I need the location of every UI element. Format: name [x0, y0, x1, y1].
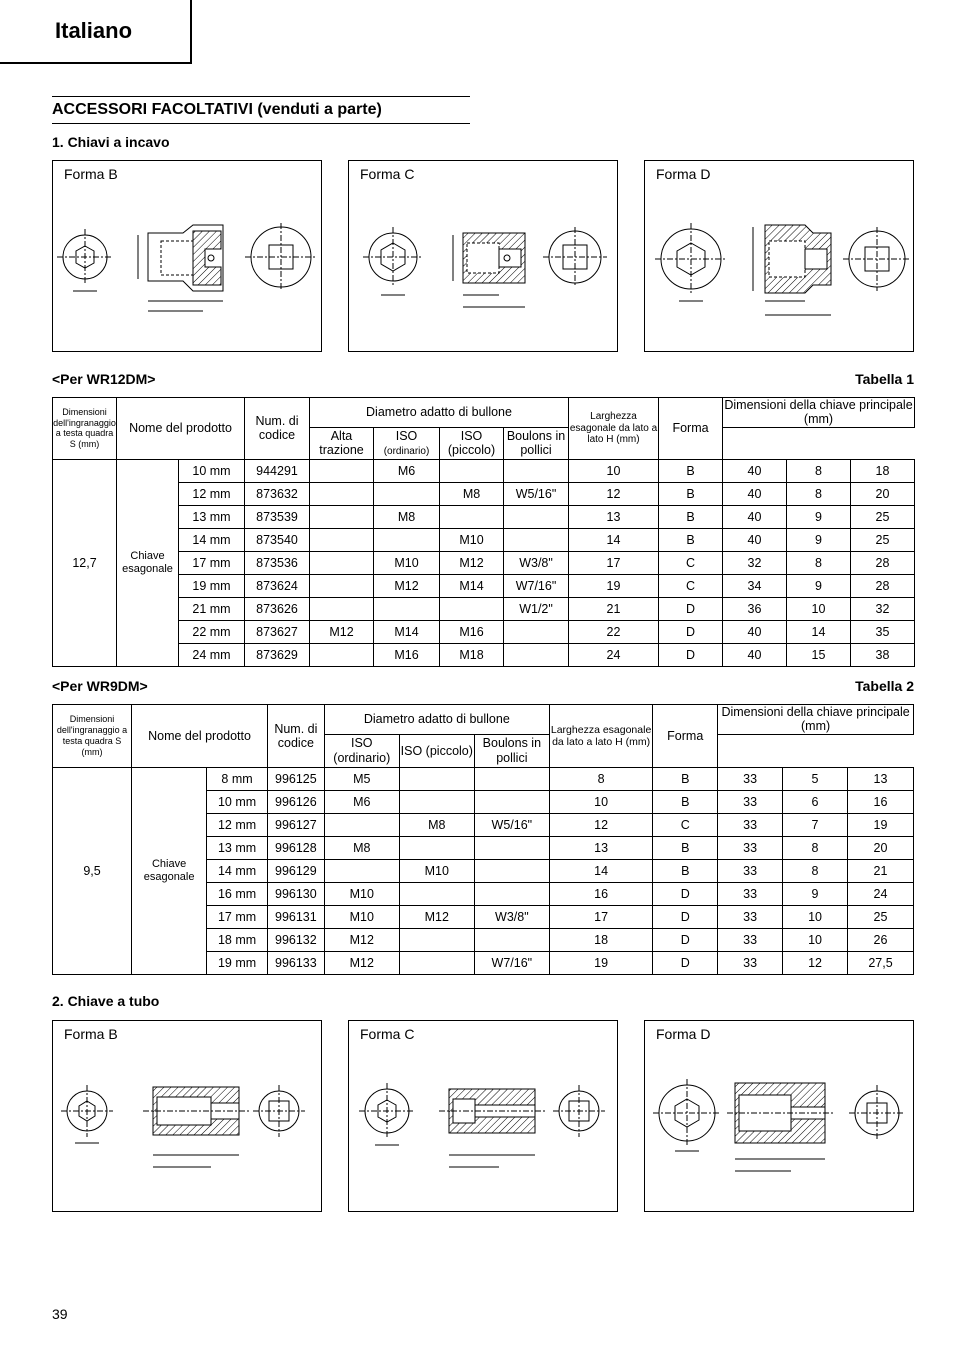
- table-cell: 33: [718, 951, 783, 974]
- table-cell: C: [659, 551, 723, 574]
- table-cell: 19: [549, 951, 652, 974]
- table-cell: [399, 836, 474, 859]
- header-dims: Dimensioni della chiave principale (mm): [724, 398, 913, 427]
- table-cell: 25: [851, 505, 915, 528]
- header-name: Nome del prodotto: [132, 705, 268, 768]
- table-cell: W5/16": [504, 482, 569, 505]
- table-row: [53, 597, 915, 620]
- table-cell: 21: [847, 859, 913, 882]
- table-cell: 36: [723, 597, 787, 620]
- header-bolt: Diametro adatto di bullone: [310, 398, 569, 428]
- table-cell: [440, 597, 504, 620]
- table-cell: [474, 836, 549, 859]
- table-cell: D: [659, 620, 723, 643]
- table-cell: [310, 574, 374, 597]
- table-cell: M10: [324, 905, 399, 928]
- page-number: 39: [52, 1306, 68, 1322]
- table-cell: 21: [569, 597, 659, 620]
- table-cell: 10: [549, 790, 652, 813]
- table-cell: 13: [847, 767, 913, 790]
- table-cell: 20: [847, 836, 913, 859]
- table-cell: 26: [847, 928, 913, 951]
- table-cell: [310, 459, 374, 482]
- table-cell: [374, 597, 440, 620]
- table-cell: C: [659, 574, 723, 597]
- table-cell: [504, 505, 569, 528]
- header-bolt-high: Alta trazione: [310, 427, 374, 459]
- tube-b-diagram: [53, 1021, 321, 1211]
- section-title: ACCESSORI FACOLTATIVI (venduti a parte): [52, 96, 470, 124]
- table-cell: 22 mm: [179, 620, 245, 643]
- form-label: Forma B: [64, 1026, 118, 1042]
- table-cell: 19 mm: [207, 951, 268, 974]
- header-bolt-iso: ISO (ordinario): [324, 734, 399, 767]
- table-cell: M16: [374, 643, 440, 666]
- header-bolt-inch: Boulons in pollici: [504, 427, 569, 459]
- table-cell: 12 mm: [179, 482, 245, 505]
- table-cell: M16: [440, 620, 504, 643]
- table-cell: 21 mm: [179, 597, 245, 620]
- table-cell: M12: [399, 905, 474, 928]
- form-label: Forma C: [360, 1026, 415, 1042]
- language-label: Italiano: [55, 18, 133, 43]
- table-cell: [440, 459, 504, 482]
- table-cell: 10 mm: [207, 790, 268, 813]
- tube-d-diagram: [645, 1021, 913, 1211]
- header-code: Num. di codice: [245, 398, 310, 460]
- table-cell: 9: [783, 882, 848, 905]
- table-cell: 873632: [245, 482, 310, 505]
- table-cell: [310, 643, 374, 666]
- language-tab: [0, 0, 192, 64]
- table-cell: 17 mm: [207, 905, 268, 928]
- table-cell: [504, 643, 569, 666]
- table-cell: 8: [787, 482, 851, 505]
- table-cell: 17: [549, 905, 652, 928]
- table-cell: [374, 482, 440, 505]
- table-cell: [399, 951, 474, 974]
- table-cell: B: [653, 859, 718, 882]
- table-cell: 13: [549, 836, 652, 859]
- table-cell: B: [653, 836, 718, 859]
- table2-caption: Tabella 2: [855, 678, 914, 694]
- table-cell: 12: [783, 951, 848, 974]
- table-cell: 10: [783, 905, 848, 928]
- table-cell: B: [653, 767, 718, 790]
- header-bolt-iso: ISO (ordinario): [374, 427, 440, 459]
- socket-b-diagram: [53, 161, 321, 351]
- drawing-tube-form-b: [52, 1020, 322, 1212]
- table2-model: <Per WR9DM>: [52, 678, 148, 694]
- drawing-tube-form-c: [348, 1020, 618, 1212]
- header-bolt-inch: Boulons in pollici: [474, 734, 549, 767]
- table-cell: [474, 882, 549, 905]
- header-bolt-iso-small: ISO (piccolo): [399, 734, 474, 767]
- table-cell: D: [659, 597, 723, 620]
- table-cell: 873626: [245, 597, 310, 620]
- table-cell: 8: [783, 859, 848, 882]
- product-name-cell: Chiave esagonale: [132, 767, 207, 974]
- table-cell: 996132: [267, 928, 324, 951]
- table-cell: M8: [399, 813, 474, 836]
- header-form: Forma: [659, 398, 723, 460]
- table-cell: M5: [324, 767, 399, 790]
- form-label: Forma D: [656, 1026, 711, 1042]
- table-cell: 32: [723, 551, 787, 574]
- form-label: Forma C: [360, 166, 415, 182]
- table-cell: [310, 482, 374, 505]
- table-cell: M12: [440, 551, 504, 574]
- table-cell: 35: [851, 620, 915, 643]
- table-cell: 9: [787, 505, 851, 528]
- table-cell: B: [659, 505, 723, 528]
- header-hex: Larghezza esagonale da lato a lato H (mm): [569, 398, 659, 460]
- table-cell: [374, 528, 440, 551]
- table-cell: 16 mm: [207, 882, 268, 905]
- table-cell: W3/8": [504, 551, 569, 574]
- table1-caption: Tabella 1: [855, 371, 914, 387]
- table1-spec: [52, 397, 915, 667]
- table-cell: [474, 859, 549, 882]
- table-cell: 6: [783, 790, 848, 813]
- table-cell: B: [659, 528, 723, 551]
- drawing-socket-form-d: [644, 160, 914, 352]
- table-cell: [399, 767, 474, 790]
- table-cell: 996127: [267, 813, 324, 836]
- table-cell: 8: [783, 836, 848, 859]
- table-cell: 25: [847, 905, 913, 928]
- table-cell: 38: [851, 643, 915, 666]
- table-cell: 19: [569, 574, 659, 597]
- table-cell: [324, 813, 399, 836]
- subsection-title-socket: 1. Chiavi a incavo: [52, 134, 170, 150]
- table-cell: 33: [718, 813, 783, 836]
- table-cell: 20: [851, 482, 915, 505]
- table-cell: 22: [569, 620, 659, 643]
- table-cell: 996129: [267, 859, 324, 882]
- table-cell: [310, 528, 374, 551]
- product-name-cell: Chiave esagonale: [117, 459, 179, 666]
- table-cell: 14: [569, 528, 659, 551]
- table-cell: W7/16": [474, 951, 549, 974]
- table-cell: B: [659, 459, 723, 482]
- table-cell: 12 mm: [207, 813, 268, 836]
- table-row: [53, 643, 915, 666]
- table-cell: 28: [851, 551, 915, 574]
- table-cell: [504, 528, 569, 551]
- table-cell: M10: [374, 551, 440, 574]
- table-cell: 40: [723, 505, 787, 528]
- table-cell: D: [653, 928, 718, 951]
- table-cell: W7/16": [504, 574, 569, 597]
- table-cell: 24 mm: [179, 643, 245, 666]
- table-cell: 33: [718, 836, 783, 859]
- table-cell: 10: [787, 597, 851, 620]
- table-cell: 19: [847, 813, 913, 836]
- table-cell: 996131: [267, 905, 324, 928]
- table-cell: 10: [783, 928, 848, 951]
- table-cell: D: [653, 882, 718, 905]
- table-cell: 8: [787, 459, 851, 482]
- table-cell: 33: [718, 859, 783, 882]
- table-cell: M10: [399, 859, 474, 882]
- table-cell: 9: [787, 528, 851, 551]
- table-cell: 40: [723, 528, 787, 551]
- table-cell: [440, 505, 504, 528]
- table-cell: 16: [847, 790, 913, 813]
- table-cell: 996128: [267, 836, 324, 859]
- table-cell: [310, 505, 374, 528]
- table-cell: C: [653, 813, 718, 836]
- table-cell: 33: [718, 767, 783, 790]
- header-square: Dimensioni dell'ingranaggio a testa quadra S (mm): [53, 398, 117, 460]
- table-cell: 873539: [245, 505, 310, 528]
- table-cell: M10: [440, 528, 504, 551]
- socket-c-diagram: [349, 161, 617, 351]
- table-cell: 996126: [267, 790, 324, 813]
- tube-c-diagram: [349, 1021, 617, 1211]
- header-code: Num. di codice: [267, 705, 324, 768]
- table-row: [53, 620, 915, 643]
- table-cell: [474, 928, 549, 951]
- table-cell: 33: [718, 790, 783, 813]
- table-cell: 40: [723, 459, 787, 482]
- table-cell: B: [659, 482, 723, 505]
- table-cell: M8: [374, 505, 440, 528]
- table-cell: M12: [374, 574, 440, 597]
- table-cell: 24: [569, 643, 659, 666]
- table-row: [53, 551, 915, 574]
- table-cell: 14: [549, 859, 652, 882]
- table-cell: M6: [324, 790, 399, 813]
- table-cell: 7: [783, 813, 848, 836]
- table-cell: M10: [324, 882, 399, 905]
- table-cell: 28: [851, 574, 915, 597]
- table-row: [53, 482, 915, 505]
- table-cell: 27,5: [847, 951, 913, 974]
- table-cell: M18: [440, 643, 504, 666]
- table-cell: 873629: [245, 643, 310, 666]
- header-bolt: Diametro adatto di bullone: [324, 705, 549, 735]
- header-bolt-iso-small: ISO (piccolo): [440, 427, 504, 459]
- table-cell: 34: [723, 574, 787, 597]
- table-cell: 10 mm: [179, 459, 245, 482]
- table-cell: M6: [374, 459, 440, 482]
- table-cell: 8 mm: [207, 767, 268, 790]
- table-cell: 9: [787, 574, 851, 597]
- table-cell: 873624: [245, 574, 310, 597]
- table-cell: [504, 459, 569, 482]
- table-cell: W3/8": [474, 905, 549, 928]
- table-cell: 996133: [267, 951, 324, 974]
- table-cell: 873536: [245, 551, 310, 574]
- table-cell: 40: [723, 643, 787, 666]
- table-cell: 873627: [245, 620, 310, 643]
- table-cell: 17: [569, 551, 659, 574]
- table-cell: 14: [787, 620, 851, 643]
- subsection-title-tube: 2. Chiave a tubo: [52, 993, 160, 1009]
- table-cell: M8: [324, 836, 399, 859]
- form-label: Forma B: [64, 166, 118, 182]
- drawing-socket-form-b: [52, 160, 322, 352]
- table-cell: D: [653, 905, 718, 928]
- table-cell: [310, 597, 374, 620]
- table-cell: 8: [549, 767, 652, 790]
- square-drive-cell: 9,5: [53, 767, 132, 974]
- header-form: Forma: [653, 705, 718, 768]
- table-cell: W5/16": [474, 813, 549, 836]
- square-drive-cell: 12,7: [53, 459, 117, 666]
- table-cell: [324, 859, 399, 882]
- table-cell: M12: [310, 620, 374, 643]
- drawing-socket-form-c: [348, 160, 618, 352]
- table-cell: 996125: [267, 767, 324, 790]
- table-cell: 13 mm: [179, 505, 245, 528]
- table-cell: 17 mm: [179, 551, 245, 574]
- table-row: [53, 459, 915, 482]
- table-cell: 25: [851, 528, 915, 551]
- table-cell: 13 mm: [207, 836, 268, 859]
- table-row: [53, 574, 915, 597]
- table-cell: 16: [549, 882, 652, 905]
- table-cell: D: [659, 643, 723, 666]
- table-cell: B: [653, 790, 718, 813]
- table-cell: M14: [440, 574, 504, 597]
- socket-d-diagram: [645, 161, 913, 351]
- table-cell: 18: [851, 459, 915, 482]
- table-cell: 40: [723, 482, 787, 505]
- table-cell: [399, 790, 474, 813]
- table-cell: [504, 620, 569, 643]
- table-cell: 5: [783, 767, 848, 790]
- table-cell: 14 mm: [207, 859, 268, 882]
- table-cell: 12: [569, 482, 659, 505]
- table-cell: 32: [851, 597, 915, 620]
- table-row: [53, 528, 915, 551]
- table-cell: 40: [723, 620, 787, 643]
- table-cell: 33: [718, 882, 783, 905]
- table-cell: M12: [324, 951, 399, 974]
- table-cell: [474, 790, 549, 813]
- header-hex: Larghezza esagonale da lato a lato H (mm): [549, 705, 652, 768]
- table1-model: <Per WR12DM>: [52, 371, 156, 387]
- form-label: Forma D: [656, 166, 711, 182]
- table-cell: M8: [440, 482, 504, 505]
- table-cell: [310, 551, 374, 574]
- table-cell: 15: [787, 643, 851, 666]
- table-cell: 8: [787, 551, 851, 574]
- table2-spec: [52, 704, 914, 975]
- table-cell: D: [653, 951, 718, 974]
- table-cell: W1/2": [504, 597, 569, 620]
- header-name: Nome del prodotto: [117, 398, 245, 460]
- table-cell: 996130: [267, 882, 324, 905]
- table-row: [53, 505, 915, 528]
- table-cell: [399, 882, 474, 905]
- table-cell: 873540: [245, 528, 310, 551]
- table-cell: 33: [718, 928, 783, 951]
- table-cell: M12: [324, 928, 399, 951]
- table-row: [53, 767, 914, 790]
- table-cell: 13: [569, 505, 659, 528]
- table-cell: 14 mm: [179, 528, 245, 551]
- table-cell: 33: [718, 905, 783, 928]
- table-cell: 18 mm: [207, 928, 268, 951]
- table-cell: [399, 928, 474, 951]
- table-cell: 19 mm: [179, 574, 245, 597]
- table-cell: 12: [549, 813, 652, 836]
- table-cell: 944291: [245, 459, 310, 482]
- table-cell: 18: [549, 928, 652, 951]
- drawing-tube-form-d: [644, 1020, 914, 1212]
- header-square: Dimensioni dell'ingranaggio a testa quadra S (mm): [53, 705, 132, 768]
- header-dims: Dimensioni della chiave principale (mm): [718, 705, 914, 735]
- table-cell: 10: [569, 459, 659, 482]
- table-cell: M14: [374, 620, 440, 643]
- table-cell: 24: [847, 882, 913, 905]
- table-cell: [474, 767, 549, 790]
